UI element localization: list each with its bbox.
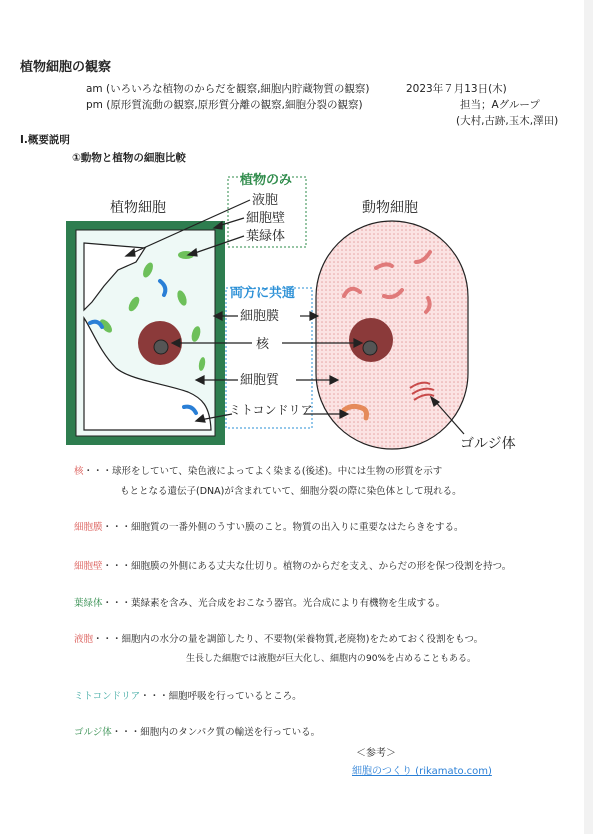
label-cell-wall: 細胞壁	[246, 211, 286, 226]
reference-label: ＜参考＞	[356, 748, 396, 759]
members: (大村,古跡,玉木,澤田)	[456, 115, 559, 127]
animal-cell	[316, 221, 468, 449]
def-text: ・・・葉緑素を含み、光合成をおこなう器官。光合成により有機物を生成する。	[102, 598, 446, 609]
plant-cell-label: 植物細胞	[110, 200, 166, 216]
def-text: ・・・細胞内のタンパク質の輸送を行っている。	[111, 727, 321, 738]
page-title: 植物細胞の観察	[20, 60, 112, 75]
label-nucleus: 核	[256, 337, 270, 352]
def-nucleus	[74, 463, 442, 477]
animal-cell-label: 動物細胞	[362, 200, 418, 216]
date: 2023年７月13日(木)	[406, 83, 507, 95]
term-cell-wall: 細胞壁	[74, 561, 103, 572]
def-mitochondria	[74, 688, 302, 702]
term-nucleus: 核	[74, 466, 84, 477]
label-mitochondria: ミトコンドリア	[229, 403, 313, 417]
pm-schedule: pm (原形質流動の観察,原形質分離の観察,細胞分裂の観察)	[86, 99, 363, 111]
def-chloroplast	[74, 595, 445, 609]
def-cell-membrane	[74, 519, 464, 533]
plant-cell	[66, 221, 225, 445]
term-golgi: ゴルジ体	[74, 727, 112, 738]
reference-link[interactable]: 細胞のつくり (rikamato.com)	[352, 766, 492, 777]
plant-only-title: 植物のみ	[240, 173, 293, 188]
nucleolus	[363, 341, 377, 355]
def-vacuole-cont: 生長した細胞では液胞が巨大化し、細胞内の90%を占めることもある。	[186, 654, 477, 664]
am-schedule: am (いろいろな植物のからだを観察,細胞内貯蔵物質の観察)	[86, 83, 370, 95]
label-cell-membrane: 細胞膜	[240, 309, 280, 324]
label-golgi: ゴルジ体	[460, 436, 516, 452]
label-vacuole: 液胞	[252, 193, 279, 208]
def-vacuole	[74, 631, 483, 645]
def-text: ・・・球形をしていて、染色液によってよく染まる(後述)。中には生物の形質を示す	[83, 466, 443, 477]
nucleolus	[154, 340, 168, 354]
term-chloroplast: 葉緑体	[74, 598, 103, 609]
def-text: ・・・細胞呼吸を行っているところ。	[140, 691, 302, 702]
def-golgi	[74, 724, 320, 738]
label-cytoplasm: 細胞質	[240, 373, 280, 388]
def-text: ・・・細胞質の一番外側のうすい膜のこと。物質の出入りに重要なはたらきをする。	[102, 522, 464, 533]
tanto: 担当；Aグループ	[460, 99, 540, 111]
term-mitochondria: ミトコンドリア	[74, 691, 141, 702]
term-cell-membrane: 細胞膜	[74, 522, 103, 533]
def-text: ・・・細胞内の水分の量を調節したり、不要物(栄養物質,老廃物)をためておく役割をもつ。	[93, 634, 484, 645]
common-title: 両方に共通	[230, 286, 296, 301]
subsection-title: ①動物と植物の細胞比較	[72, 152, 186, 164]
section-title: Ⅰ.概要説明	[20, 134, 70, 146]
def-cell-wall	[74, 558, 511, 572]
def-nucleus-cont: もととなる遺伝子(DNA)が含まれていて、細胞分裂の際に染色体として現れる。	[120, 486, 462, 497]
label-chloroplast: 葉緑体	[246, 229, 286, 244]
def-text: ・・・細胞膜の外側にある丈夫な仕切り。植物のからだを支え、からだの形を保つ役割を持つ。	[102, 561, 512, 572]
term-vacuole: 液胞	[74, 634, 94, 645]
